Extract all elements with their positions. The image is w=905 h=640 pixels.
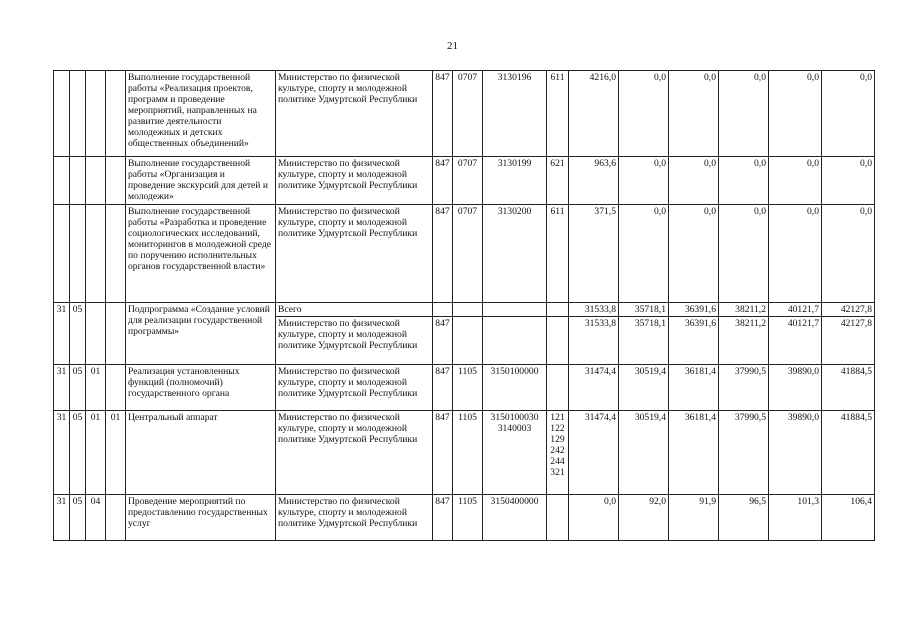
cell-om — [86, 303, 106, 365]
cell-grbs: 847 — [433, 365, 453, 411]
cell-executor: Министерство по физической культуре, спорту и молодежной политике Удмуртской Республики — [276, 495, 433, 541]
cell-grbs: 847 — [433, 317, 453, 365]
cell-v5: 40121,7 — [769, 317, 822, 365]
cell-cs: 3130199 — [483, 157, 547, 205]
cell-gp — [54, 157, 70, 205]
cell-v1: 31533,8 — [569, 317, 619, 365]
cell-v4: 38211,2 — [719, 303, 769, 317]
cell-grbs: 847 — [433, 157, 453, 205]
cell-rzpr: 1105 — [453, 365, 483, 411]
cell-rzpr: 0707 — [453, 205, 483, 303]
cell-vr — [547, 205, 569, 303]
cell-pp — [70, 71, 86, 157]
cell-m — [106, 157, 126, 205]
cell-v2: 35718,1 — [619, 303, 669, 317]
cell-executor: Министерство по физической культуре, спорту и молодежной политике Удмуртской Республики — [276, 205, 433, 303]
cell-v4: 37990,5 — [719, 411, 769, 495]
vr-code: 242 — [550, 445, 565, 456]
cell-v3: 36181,4 — [669, 365, 719, 411]
cell-v1: 0,0 — [569, 495, 619, 541]
cell-pp: 05 — [70, 495, 86, 541]
cell-rzpr — [453, 317, 483, 365]
cell-v4: 96,5 — [719, 495, 769, 541]
cell-cs: 3130196 — [483, 71, 547, 157]
cell-v4: 0,0 — [719, 71, 769, 157]
cell-cs — [483, 303, 547, 317]
cell-cs: 3150100000 — [483, 365, 547, 411]
cell-name: Реализация установленных функций (полномочий) государственного органа — [126, 365, 276, 411]
cell-om: 01 — [86, 365, 106, 411]
cell-v5: 0,0 — [769, 205, 822, 303]
cell-v1: 4216,0 — [569, 71, 619, 157]
cell-v6: 0,0 — [822, 71, 875, 157]
cell-v1: 31533,8 — [569, 303, 619, 317]
cell-v2: 0,0 — [619, 157, 669, 205]
cell-grbs — [433, 303, 453, 317]
cell-v6: 41884,5 — [822, 411, 875, 495]
cell-vr — [547, 157, 569, 205]
vr-code: 122 — [550, 423, 565, 434]
cell-vr — [547, 365, 569, 411]
cell-m — [106, 303, 126, 365]
cell-gp — [54, 205, 70, 303]
cell-v4: 0,0 — [719, 205, 769, 303]
cell-m — [106, 495, 126, 541]
cell-v2: 30519,4 — [619, 411, 669, 495]
cell-rzpr: 1105 — [453, 495, 483, 541]
cell-vr — [547, 71, 569, 157]
cell-vr — [547, 495, 569, 541]
cell-m — [106, 205, 126, 303]
cell-pp: 05 — [70, 303, 86, 365]
table-row — [54, 495, 875, 541]
table-row — [54, 411, 875, 495]
cell-executor: Министерство по физической культуре, спорту и молодежной политике Удмуртской Республики — [276, 317, 433, 365]
cell-v1: 371,5 — [569, 205, 619, 303]
cell-pp: 05 — [70, 411, 86, 495]
cell-v5: 101,3 — [769, 495, 822, 541]
cell-rzpr — [453, 303, 483, 317]
cell-om: 01 — [86, 411, 106, 495]
cell-rzpr: 0707 — [453, 71, 483, 157]
cell-v1: 31474,4 — [569, 411, 619, 495]
vr-code: 611 — [550, 206, 565, 217]
vr-code: 321 — [550, 467, 565, 478]
cell-executor: Министерство по физической культуре, спорту и молодежной политике Удмуртской Республики — [276, 411, 433, 495]
cell-v6: 42127,8 — [822, 303, 875, 317]
table-body — [54, 71, 875, 541]
cell-grbs: 847 — [433, 411, 453, 495]
cell-v5: 0,0 — [769, 71, 822, 157]
cell-v3: 36181,4 — [669, 411, 719, 495]
cell-rzpr: 1105 — [453, 411, 483, 495]
cell-v2: 30519,4 — [619, 365, 669, 411]
cell-v5: 39890,0 — [769, 365, 822, 411]
cell-v3: 36391,6 — [669, 317, 719, 365]
cell-v6: 42127,8 — [822, 317, 875, 365]
cell-pp — [70, 205, 86, 303]
cell-om: 04 — [86, 495, 106, 541]
cell-executor: Министерство по физической культуре, спорту и молодежной политике Удмуртской Республики — [276, 157, 433, 205]
cell-name: Подпрограмма «Создание условий для реализации государственной программы» — [126, 303, 276, 365]
vr-code: 121 — [550, 412, 565, 423]
cell-v4: 38211,2 — [719, 317, 769, 365]
cell-m — [106, 71, 126, 157]
cell-name: Центральный аппарат — [126, 411, 276, 495]
cell-v4: 0,0 — [719, 157, 769, 205]
cell-v2: 35718,1 — [619, 317, 669, 365]
cell-name: Выполнение государственной работы «Организация и проведение экскурсий для детей и молодежи» — [126, 157, 276, 205]
cell-cs — [483, 317, 547, 365]
cell-v2: 0,0 — [619, 205, 669, 303]
cell-v6: 106,4 — [822, 495, 875, 541]
cell-v2: 92,0 — [619, 495, 669, 541]
cell-cs: 3130200 — [483, 205, 547, 303]
cell-grbs: 847 — [433, 71, 453, 157]
cell-v6: 41884,5 — [822, 365, 875, 411]
cell-v6: 0,0 — [822, 205, 875, 303]
budget-table — [53, 70, 875, 541]
cell-v5: 0,0 — [769, 157, 822, 205]
table-row — [54, 157, 875, 205]
cell-pp: 05 — [70, 365, 86, 411]
table-row — [54, 365, 875, 411]
cell-rzpr: 0707 — [453, 157, 483, 205]
cell-name: Выполнение государственной работы «Реализация проектов, программ и проведение мероприятий, направленных на развитие деятельности молодежных и детских общественных объединений» — [126, 71, 276, 157]
cell-v2: 0,0 — [619, 71, 669, 157]
cell-name: Выполнение государственной работы «Разработка и проведение социологических исследований, мониторингов в молодежной среде по поручению исполнительных органов государственной власти» — [126, 205, 276, 303]
cell-v6: 0,0 — [822, 157, 875, 205]
cell-executor: Министерство по физической культуре, спорту и молодежной политике Удмуртской Республики — [276, 71, 433, 157]
cell-vr — [547, 303, 569, 317]
table-row — [54, 205, 875, 303]
cell-v3: 0,0 — [669, 71, 719, 157]
cell-v3: 0,0 — [669, 157, 719, 205]
cell-v1: 31474,4 — [569, 365, 619, 411]
cell-gp: 31 — [54, 365, 70, 411]
cell-om — [86, 71, 106, 157]
cell-m: 01 — [106, 411, 126, 495]
cell-om — [86, 205, 106, 303]
cell-v5: 40121,7 — [769, 303, 822, 317]
vr-code: 244 — [550, 456, 565, 467]
cell-vr — [547, 317, 569, 365]
table-row — [54, 303, 875, 317]
cell-grbs: 847 — [433, 495, 453, 541]
vr-code: 129 — [550, 434, 565, 445]
cell-vr — [547, 411, 569, 495]
page-number: 21 — [447, 40, 458, 52]
cell-v3: 91,9 — [669, 495, 719, 541]
cell-gp: 31 — [54, 303, 70, 365]
cell-executor: Министерство по физической культуре, спорту и молодежной политике Удмуртской Республики — [276, 365, 433, 411]
cell-v4: 37990,5 — [719, 365, 769, 411]
cell-name: Проведение мероприятий по предоставлению государственных услуг — [126, 495, 276, 541]
cell-total-label: Всего — [276, 303, 433, 317]
cell-grbs: 847 — [433, 205, 453, 303]
cell-om — [86, 157, 106, 205]
cell-gp: 31 — [54, 495, 70, 541]
cell-cs: 3150400000 — [483, 495, 547, 541]
cell-cs: 3150100030 3140003 — [483, 411, 547, 495]
cell-pp — [70, 157, 86, 205]
cell-m — [106, 365, 126, 411]
vr-code: 621 — [550, 158, 565, 169]
table-row — [54, 71, 875, 157]
cell-gp: 31 — [54, 411, 70, 495]
cell-v1: 963,6 — [569, 157, 619, 205]
cell-gp — [54, 71, 70, 157]
vr-code: 611 — [550, 72, 565, 83]
cell-v3: 0,0 — [669, 205, 719, 303]
cell-v3: 36391,6 — [669, 303, 719, 317]
cell-v5: 39890,0 — [769, 411, 822, 495]
